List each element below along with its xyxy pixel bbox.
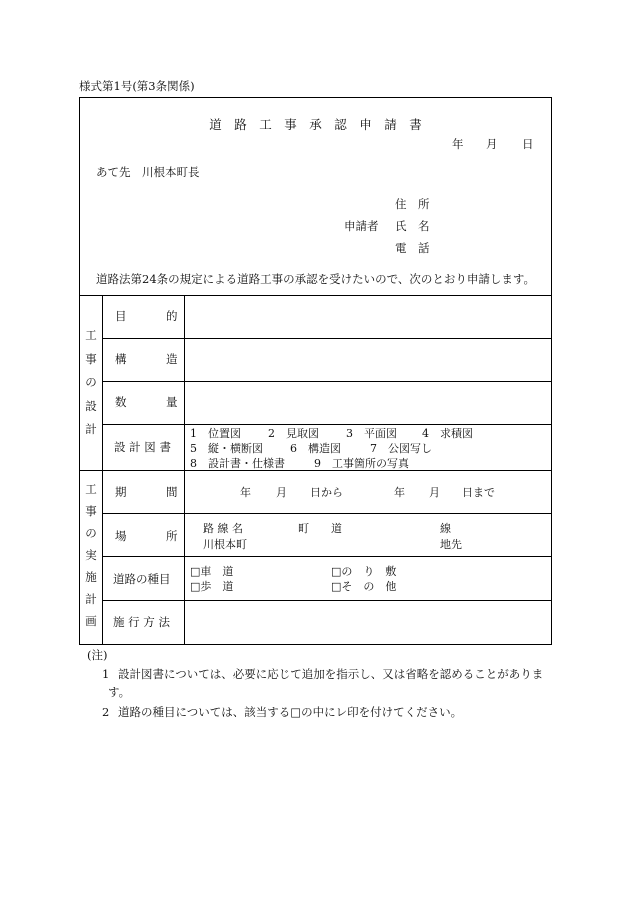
addressee: あて先 川根本町長 — [96, 165, 200, 179]
applicant-phone-label: 電 話 — [395, 241, 430, 255]
road-type-option-sidewalk[interactable]: □歩 道 — [190, 580, 234, 593]
note-number: 1 — [102, 667, 110, 681]
note-text: 道路の種目については、該当する□の中にレ印を付けてください。 — [118, 705, 463, 719]
note-number: 2 — [102, 705, 110, 719]
road-type-option-other[interactable]: □そ の 他 — [331, 580, 397, 593]
applicant-address-label: 住 所 — [395, 197, 430, 211]
period-label-b: 間 — [166, 485, 178, 499]
lot-label: 地先 — [440, 538, 462, 551]
quantity-label-b: 量 — [166, 395, 178, 409]
location-label-a: 場 — [115, 529, 127, 543]
purpose-label-b: 的 — [166, 309, 178, 323]
drawing-item: 4 求積図 — [422, 427, 473, 440]
drawing-item: 6 構造図 — [290, 442, 341, 455]
implementation-section-label: 工 事 の 実 施 計 画 — [85, 482, 97, 628]
row-divider — [102, 600, 552, 601]
row-divider — [102, 556, 552, 557]
row-divider — [102, 338, 552, 339]
form-number: 様式第1号(第3条関係) — [79, 79, 195, 93]
purpose-label-a: 目 — [115, 309, 127, 323]
drawing-item: 2 見取図 — [268, 427, 319, 440]
period-to-month: 月 — [429, 486, 440, 499]
table-top-line — [79, 295, 552, 296]
road-label: 道 — [331, 522, 342, 535]
period-label-a: 期 — [115, 485, 127, 499]
drawing-item: 7 公図写し — [370, 442, 432, 455]
drawing-item: 3 平面図 — [346, 427, 397, 440]
period-from-month: 月 — [276, 486, 287, 499]
applicant-name-label: 氏 名 — [395, 219, 430, 233]
date-day-label: 日 — [522, 137, 534, 151]
period-from-year: 年 — [240, 486, 251, 499]
note-text: 設計図書については、必要に応じて追加を指示し、又は省略を認めることがありま — [118, 667, 544, 681]
design-section-label: 工 事 の 設 計 — [85, 328, 97, 436]
form-title: 道 路 工 事 承 認 申 請 書 — [209, 117, 422, 132]
drawing-item: 9 工事箇所の写真 — [314, 457, 409, 470]
quantity-label-a: 数 — [115, 395, 127, 409]
notes-heading: (注) — [87, 648, 108, 662]
line-label: 線 — [440, 522, 451, 535]
period-to-year: 年 — [394, 486, 405, 499]
applicant-group-label: 申請者 — [344, 219, 379, 233]
location-label-b: 所 — [166, 529, 178, 543]
municipality-label: 川根本町 — [203, 538, 247, 551]
design-documents-label: 設 計 図 書 — [114, 440, 171, 454]
period-to-day: 日まで — [462, 486, 495, 499]
application-statement: 道路法第24条の規定による道路工事の承認を受けたいので、次のとおり申請します。 — [96, 272, 535, 286]
period-from-day: 日から — [310, 486, 343, 499]
row-divider — [102, 424, 552, 425]
column-divider — [102, 295, 103, 645]
structure-label-a: 構 — [115, 352, 127, 366]
date-year-label: 年 — [452, 137, 464, 151]
structure-label-b: 造 — [166, 352, 178, 366]
road-type-option-roadway[interactable]: □車 道 — [190, 565, 234, 578]
note-text-continued: す。 — [108, 685, 131, 699]
row-divider — [102, 381, 552, 382]
date-month-label: 月 — [486, 137, 498, 151]
town-label: 町 — [298, 522, 309, 535]
construction-method-label: 施 行 方 法 — [113, 615, 170, 629]
road-type-label: 道路の種目 — [113, 572, 171, 586]
drawing-item: 1 位置図 — [190, 427, 241, 440]
column-divider — [184, 295, 185, 645]
route-name-label: 路 線 名 — [203, 522, 243, 535]
road-type-option-slope[interactable]: □の り 敷 — [331, 565, 397, 578]
drawing-item: 8 設計書・仕様書 — [190, 457, 285, 470]
row-divider — [102, 513, 552, 514]
drawing-item: 5 縦・横断図 — [190, 442, 263, 455]
